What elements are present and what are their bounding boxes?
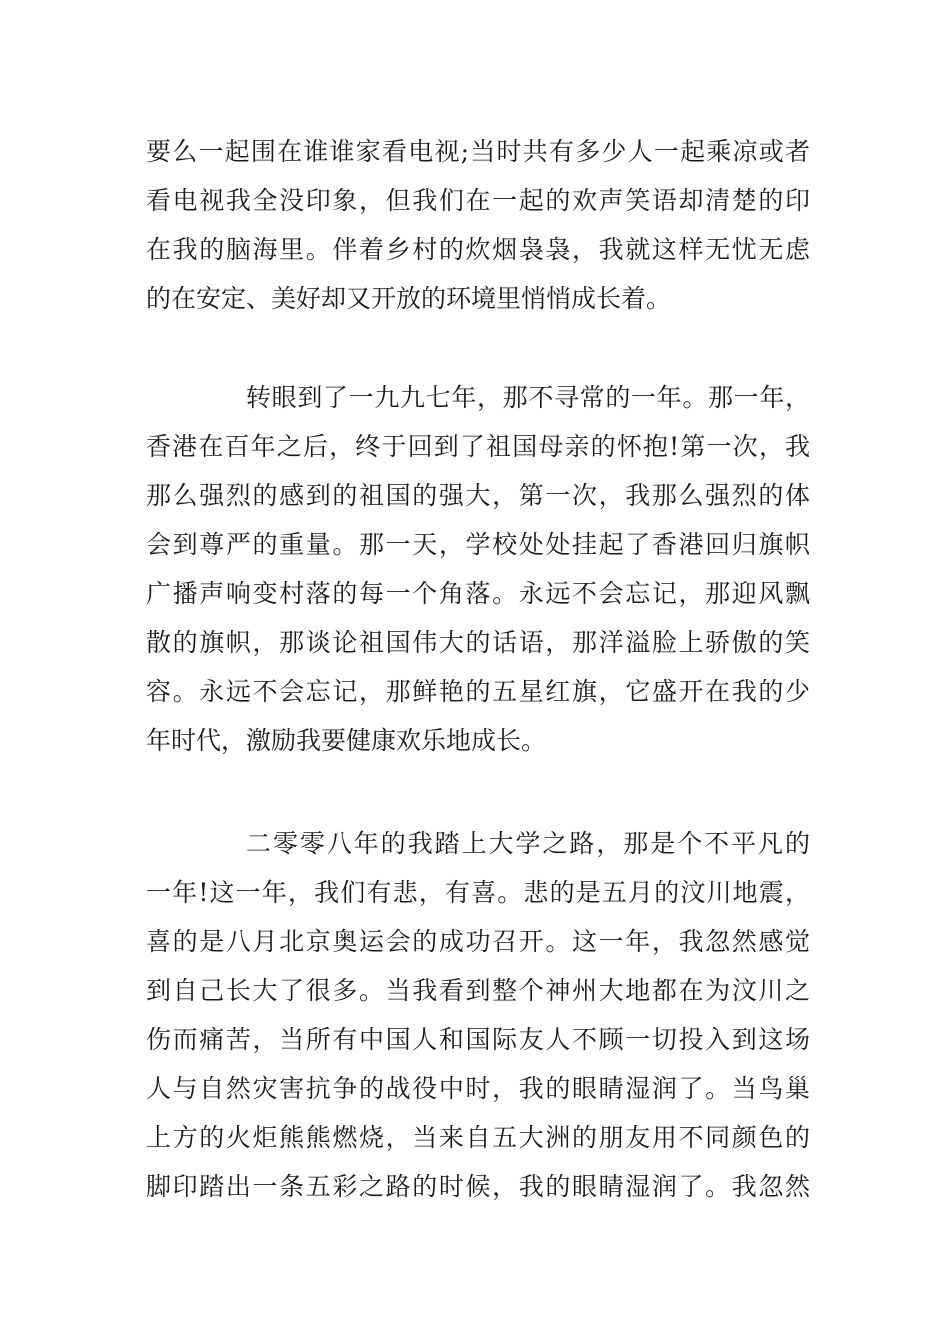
paragraph-line: 会到尊严的重量。那一天，学校处处挂起了香港回归旗帜 [146, 530, 810, 559]
paragraph-line: 容。永远不会忘记，那鲜艳的五星红旗，它盛开在我的少 [146, 677, 810, 706]
paragraph-line: 脚印踏出一条五彩之路的时候，我的眼睛湿润了。我忽然 [146, 1172, 810, 1201]
paragraph-line: 的在安定、美好却又开放的环境里悄悄成长着。 [146, 284, 672, 313]
paragraph-line: 年时代，激励我要健康欢乐地成长。 [146, 726, 547, 755]
paragraph-line: 转眼到了一九九七年，那不寻常的一年。那一年， [246, 383, 810, 412]
paragraph-line: 散的旗帜，那谈论祖国伟大的话语，那洋溢脸上骄傲的笑 [146, 628, 810, 657]
paragraph-line: 喜的是八月北京奥运会的成功召开。这一年，我忽然感觉 [146, 927, 810, 956]
paragraph-line: 广播声响变村落的每一个角落。永远不会忘记，那迎风飘 [146, 579, 810, 608]
paragraph-2 [146, 373, 810, 765]
paragraph-line: 在我的脑海里。伴着乡村的炊烟袅袅，我就这样无忧无虑 [146, 235, 810, 264]
paragraph-line: 人与自然灾害抗争的战役中时，我的眼睛湿润了。当鸟巢 [146, 1074, 810, 1103]
paragraph-line: 要么一起围在谁谁家看电视;当时共有多少人一起乘凉或者 [146, 137, 810, 166]
paragraph-1 [146, 127, 810, 323]
paragraph-line: 伤而痛苦，当所有中国人和国际友人不顾一切投入到这场 [146, 1025, 810, 1054]
paragraph-line: 看电视我全没印象，但我们在一起的欢声笑语却清楚的印 [146, 186, 810, 215]
paragraph-line: 二零零八年的我踏上大学之路，那是个不平凡的 [246, 829, 810, 858]
paragraph-line: 一年!这一年，我们有悲，有喜。悲的是五月的汶川地震， [146, 878, 810, 907]
paragraph-line: 上方的火炬熊熊燃烧，当来自五大洲的朋友用不同颜色的 [146, 1123, 810, 1152]
paragraph-3 [146, 819, 810, 1211]
paragraph-line: 香港在百年之后，终于回到了祖国母亲的怀抱!第一次，我 [146, 432, 810, 461]
paragraph-line: 到自己长大了很多。当我看到整个神州大地都在为汶川之 [146, 976, 810, 1005]
paragraph-line: 那么强烈的感到的祖国的强大，第一次，我那么强烈的体 [146, 481, 810, 510]
